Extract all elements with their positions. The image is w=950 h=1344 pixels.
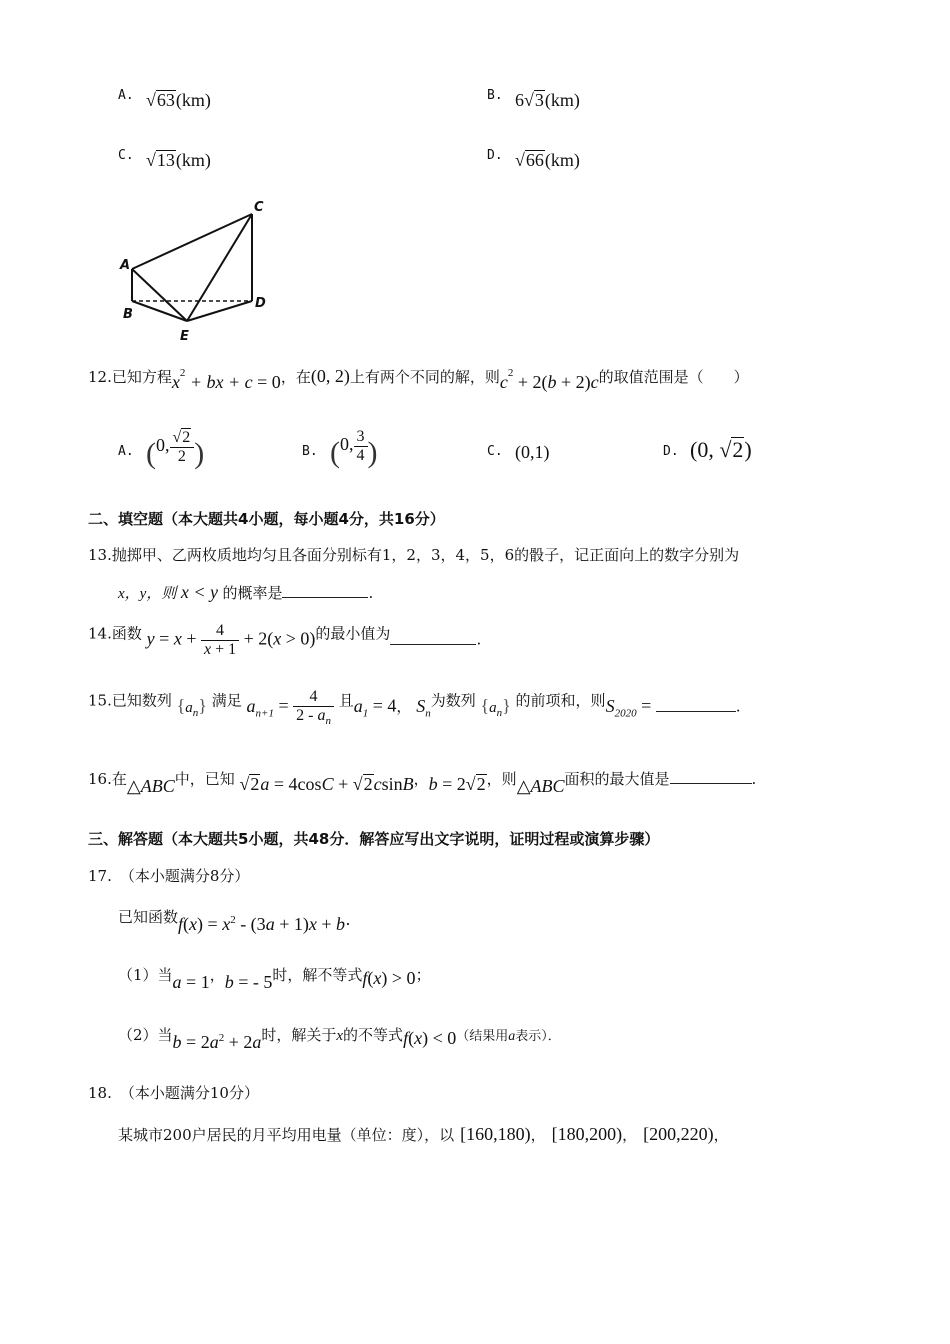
q12-option-a-value: (0, $\frac{√2}{2}$ ) [146, 429, 205, 470]
q14-answer-blank [390, 630, 476, 645]
option-d-label: D. [487, 148, 503, 163]
label-d: D [255, 296, 266, 311]
q13-line-2: x，y，则 x < y 的概率是 . [118, 582, 374, 602]
section-2-title: 二、填空题（本大题共4小题，每小题4分，共16分） [88, 510, 445, 528]
option-a-value: √63(km) [146, 90, 211, 110]
q12-option-b-label: B. [302, 444, 318, 459]
option-b-value: 6√3(km) [515, 90, 580, 110]
geometry-figure [110, 195, 280, 345]
q12-option-d-label: D. [663, 444, 679, 459]
q12-option-b-value: (0, $\frac{3}{4}$ ) [330, 428, 378, 469]
option-b-label: B. [487, 88, 503, 103]
label-e: E [180, 329, 189, 344]
q13-line-1: 13.抛掷甲、乙两枚质地均匀且各面分别标有1，2，3，4，5，6的骰子，记正面向上的数字分别为 [88, 546, 740, 564]
q12-option-d-value: (0, √2) [690, 437, 752, 462]
section-3-title: 三、解答题（本大题共5小题，共48分．解答应写出文字说明，证明过程或演算步骤） [88, 830, 660, 848]
q15-answer-blank [656, 697, 736, 712]
label-b: B [123, 307, 133, 322]
option-c-value: √13(km) [146, 150, 211, 170]
q12-option-a-label: A. [118, 444, 134, 459]
q17-part-1: （1）当a = 1，b = - 5时，解不等式f(x) > 0； [118, 966, 431, 992]
q16-answer-blank [670, 769, 752, 784]
edge-be [132, 301, 187, 321]
q12-option-c-label: C. [487, 444, 503, 459]
label-c: C [254, 200, 264, 215]
q16-stem: 16.在△ABC中，已知 √2a = 4cosC + √2csinB，b = 2√2，则△ABC面积的最大值是 . [88, 770, 757, 796]
option-a-label: A. [118, 88, 134, 103]
option-d-value: √66(km) [515, 150, 580, 170]
edge-ac [132, 214, 252, 269]
q17-header: 17. （本小题满分8分） [88, 867, 250, 885]
label-a: A [120, 258, 131, 273]
q18-text: 某城市200户居民的月平均用电量（单位：度），以 [160,180)， [180,200)， [200,220)， [118, 1124, 729, 1144]
q14-stem: 14.函数 y = x + $\frac{4}{x + 1}$ + 2(x > 0)的最小值为 . [88, 622, 482, 658]
q15-stem: 15.已知数列 $\{a_n\}$ 满足 $a_{n+1}$ = $\frac{4}{2 - a_n}$ 且$a_1 = 4$， $S_n$为数列 $\{a_n\}$ 的前项和，则$S_{2020}$ = . [88, 688, 741, 728]
option-c-label: C. [118, 148, 134, 163]
q12-option-c-value: (0,1) [515, 442, 550, 462]
q12-stem: 12.已知方程$x^2$ + bx + c = 0，在(0, 2)上有两个不同的解，则$c^2 + 2(b + 2)c$的取值范围是（ ） [88, 366, 749, 392]
q17-intro: 已知函数$f(x) = x^2 - (3a + 1)x + b\cdot$ [118, 908, 351, 934]
edge-ae [132, 269, 187, 321]
q13-answer-blank [282, 583, 368, 598]
q17-part-2: （2）当$b = 2a^2 + 2a$时，解关于x的不等式f(x) < 0（结果用a表示）． [118, 1026, 561, 1052]
q18-header: 18. （本小题满分10分） [88, 1084, 259, 1102]
